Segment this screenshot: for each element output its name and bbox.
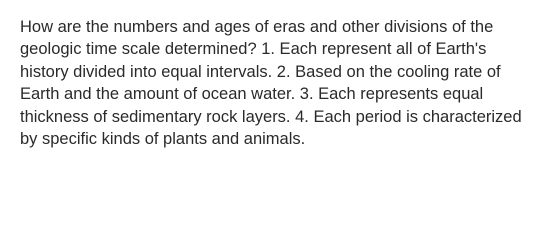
question-text: How are the numbers and ages of eras and other divisions of the geologic time scale determined? 1. Each represent all of Earth's history divided into equal intervals. 2. Based on the cooling rate of Earth and the amount of ocean water. 3. Each represents equal thickness of sedimentary rock layers. 4. Each period is characterized by specific kinds of plants and animals.: [20, 18, 522, 149]
